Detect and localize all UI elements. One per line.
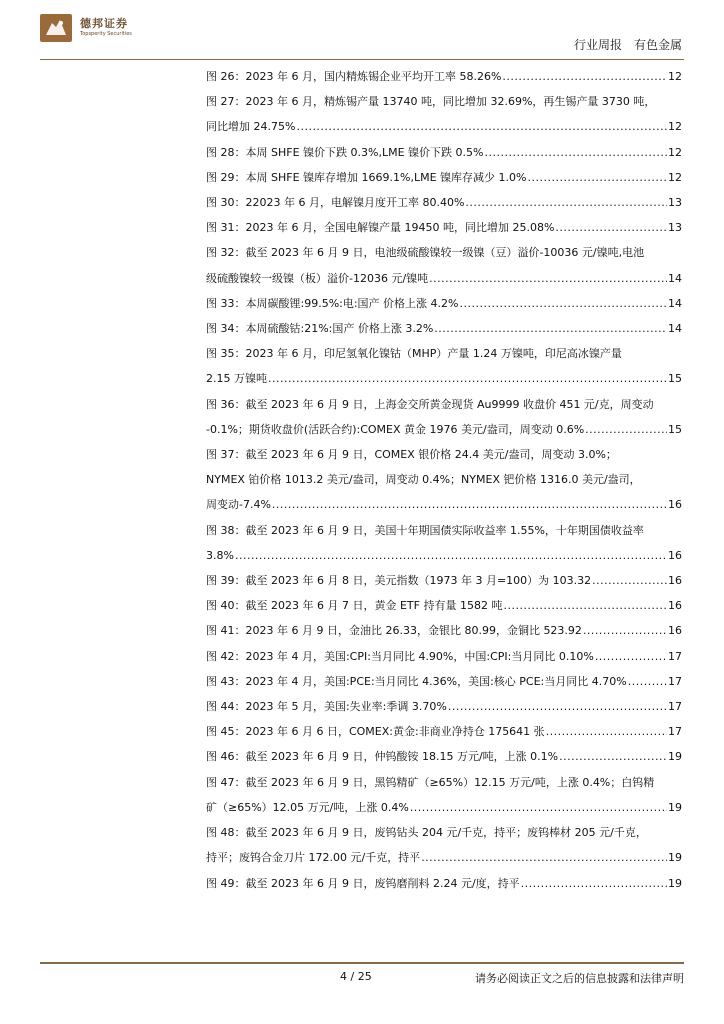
toc-entry-last-line — [206, 871, 682, 896]
toc-entry-last-line — [206, 140, 682, 165]
toc-entry[interactable] — [206, 215, 682, 240]
leader-dots — [421, 845, 667, 870]
toc-entry[interactable] — [206, 568, 682, 593]
toc-page-number: 12 — [668, 120, 682, 134]
toc-entry-last-line — [206, 644, 682, 669]
toc-entry-text: 图 37：截至 2023 年 6 月 9 日，COMEX 银价格 24.4 美元/盎司，周变动 3.0%； — [206, 448, 617, 462]
toc-entry[interactable] — [206, 719, 682, 744]
toc-entry-last-line — [206, 165, 682, 190]
toc-entry-last-line — [206, 618, 682, 643]
toc-page-number: 16 — [668, 624, 682, 638]
leader-dots — [465, 190, 667, 215]
toc-entry-text: 周变动-7.4% — [206, 498, 271, 512]
toc-entry-text: 图 39：截至 2023 年 6 月 8 日，美元指数（1973 年 3 月=100）为 103.32 — [206, 574, 592, 588]
footer-divider — [40, 962, 684, 964]
toc-page-number: 17 — [668, 649, 682, 663]
figure-list — [206, 64, 682, 896]
page-number: 4 / 25 — [340, 970, 372, 983]
toc-entry[interactable] — [206, 820, 682, 870]
toc-entry[interactable] — [206, 669, 682, 694]
toc-entry-text: 2.15 万镍吨 — [206, 372, 267, 386]
toc-entry-text: 图 34：本周硫酸钴:21%:国产 价格上涨 3.2% — [206, 322, 434, 336]
toc-entry[interactable] — [206, 392, 682, 442]
toc-entry-last-line — [206, 568, 682, 593]
toc-page-number: 15 — [668, 372, 682, 386]
toc-entry[interactable] — [206, 644, 682, 669]
toc-entry-last-line — [206, 845, 682, 870]
leader-dots — [546, 719, 667, 744]
toc-entry[interactable] — [206, 165, 682, 190]
toc-entry-text: 同比增加 24.75% — [206, 120, 296, 134]
disclaimer-note: 请务必阅读正文之后的信息披露和法律声明 — [475, 972, 684, 985]
toc-entry-last-line — [206, 593, 682, 618]
report-type: 行业周报 — [573, 38, 622, 52]
leader-dots — [296, 114, 667, 139]
toc-entry-last-line — [206, 492, 682, 517]
toc-entry[interactable] — [206, 140, 682, 165]
header-divider — [40, 59, 684, 60]
toc-entry[interactable] — [206, 618, 682, 643]
toc-page-number: 14 — [668, 322, 682, 336]
toc-entry-text: -0.1%；期货收盘价(活跃合约):COMEX 黄金 1976 美元/盎司，周变动 0.6% — [206, 422, 585, 436]
toc-entry[interactable] — [206, 190, 682, 215]
toc-entry-text: 图 36：截至 2023 年 6 月 9 日，上海金交所黄金现货 Au9999 收盘价 451 元/克，周变动 — [206, 397, 654, 411]
toc-page-number: 12 — [668, 70, 682, 83]
toc-entry-text: 图 27：2023 年 6 月，精炼锡产量 13740 吨，同比增加 32.69%，再生锡产量 3730 吨， — [206, 95, 656, 109]
leader-dots — [448, 694, 667, 719]
toc-page-number: 12 — [668, 145, 682, 159]
leader-dots — [503, 593, 667, 618]
sector-name: 有色金属 — [633, 38, 682, 52]
leader-dots — [521, 871, 667, 896]
leader-dots — [628, 669, 667, 694]
toc-entry-text: 图 45：2023 年 6 月 6 日，COMEX:黄金:非商业净持仓 175641 张 — [206, 725, 545, 739]
toc-entry-text: 级硫酸镍较一级镍（板）溢价-12036 元/镍吨 — [206, 271, 429, 285]
toc-entry-last-line — [206, 795, 682, 820]
leader-dots — [555, 215, 667, 240]
toc-page-number: 19 — [668, 876, 682, 890]
leader-dots — [268, 366, 667, 391]
leader-dots — [585, 417, 667, 442]
toc-entry-text: 3.8% — [206, 548, 234, 562]
leader-dots — [235, 543, 667, 568]
toc-page-number: 19 — [668, 800, 682, 814]
toc-entry[interactable] — [206, 593, 682, 618]
toc-entry-last-line — [206, 417, 682, 442]
leader-dots — [502, 64, 667, 89]
toc-entry-text: 图 33：本周碳酸锂:99.5%:电:国产 价格上涨 4.2% — [206, 296, 459, 310]
toc-page-number: 17 — [668, 700, 682, 714]
toc-entry[interactable] — [206, 341, 682, 391]
toc-entry-text: 矿（≥65%）12.05 万元/吨，上涨 0.4% — [206, 800, 409, 814]
toc-entry-last-line — [206, 744, 682, 769]
toc-entry-text: 图 35：2023 年 6 月，印尼氢氧化镍钴（MHP）产量 1.24 万镍吨，印尼高冰镍产量 — [206, 347, 622, 361]
logo-text-cn: 德邦证券 — [80, 17, 128, 30]
toc-entry-last-line — [206, 669, 682, 694]
toc-entry-text: 图 48：截至 2023 年 6 月 9 日，废钨钻头 204 元/千克，持平；废钨棒材 205 元/千克， — [206, 826, 647, 840]
leader-dots — [592, 568, 667, 593]
page-header — [0, 0, 724, 62]
toc-entry[interactable] — [206, 89, 682, 139]
leader-dots — [559, 744, 667, 769]
toc-entry[interactable] — [206, 64, 682, 89]
toc-entry-text: 图 30：22023 年 6 月，电解镍月度开工率 80.40% — [206, 196, 465, 210]
toc-entry[interactable] — [206, 291, 682, 316]
toc-entry[interactable] — [206, 240, 682, 290]
toc-entry[interactable] — [206, 871, 682, 896]
toc-page-number: 14 — [668, 271, 682, 285]
toc-page-number: 16 — [668, 599, 682, 613]
toc-page-number: 19 — [668, 851, 682, 865]
leader-dots — [527, 165, 667, 190]
toc-page-number: 12 — [668, 170, 682, 184]
header-meta — [574, 36, 682, 53]
toc-page-number: 17 — [668, 725, 682, 739]
toc-entry-last-line — [206, 291, 682, 316]
toc-entry-text: 图 31：2023 年 6 月，全国电解镍产量 19450 吨，同比增加 25.08% — [206, 221, 555, 235]
toc-entry-text: 图 42：2023 年 4 月，美国:CPI:当月同比 4.90%，中国:CPI:当月同比 0.10% — [206, 649, 594, 663]
toc-entry-text: 图 28：本周 SHFE 镍价下跌 0.3%,LME 镍价下跌 0.5% — [206, 145, 484, 159]
toc-entry-text: 图 26：2023 年 6 月，国内精炼锡企业平均开工率 58.26% — [206, 70, 502, 83]
toc-page-number: 13 — [668, 221, 682, 235]
toc-entry-text: 图 29：本周 SHFE 镍库存增加 1669.1%,LME 镍库存减少 1.0% — [206, 170, 527, 184]
toc-page-number: 16 — [668, 548, 682, 562]
leader-dots — [583, 618, 667, 643]
leader-dots — [429, 266, 667, 291]
toc-entry-text: 图 44：2023 年 5 月，美国:失业率:季调 3.70% — [206, 700, 447, 714]
toc-entry[interactable] — [206, 770, 682, 820]
toc-entry-text: 图 41：2023 年 6 月 9 日，金油比 26.33，金银比 80.99，金铜比 523.92 — [206, 624, 582, 638]
leader-dots — [434, 316, 667, 341]
toc-entry-text: 图 49：截至 2023 年 6 月 9 日，废钨磨削料 2.24 元/度，持平 — [206, 876, 520, 890]
toc-entry-text: NYMEX 铂价格 1013.2 美元/盎司，周变动 0.4%；NYMEX 钯价格 1316.0 美元/盎司， — [206, 473, 641, 487]
toc-page-number: 16 — [668, 574, 682, 588]
toc-entry[interactable] — [206, 442, 682, 518]
leader-dots — [460, 291, 668, 316]
toc-entry-text: 图 43：2023 年 4 月，美国:PCE:当月同比 4.36%，美国:核心 PCE:当月同比 4.70% — [206, 674, 627, 688]
toc-entry-last-line — [206, 316, 682, 341]
toc-entry[interactable] — [206, 316, 682, 341]
toc-page-number: 15 — [668, 422, 682, 436]
company-logo — [40, 14, 140, 42]
toc-entry[interactable] — [206, 744, 682, 769]
toc-entry[interactable] — [206, 518, 682, 568]
toc-entry-last-line — [206, 543, 682, 568]
toc-entry-text: 图 46：截至 2023 年 6 月 9 日，仲钨酸铵 18.15 万元/吨，上涨 0.1% — [206, 750, 559, 764]
leader-dots — [484, 140, 667, 165]
toc-entry-last-line — [206, 719, 682, 744]
toc-page-number: 19 — [668, 750, 682, 764]
toc-entry[interactable] — [206, 694, 682, 719]
toc-entry-last-line — [206, 215, 682, 240]
leader-dots — [410, 795, 667, 820]
leader-dots — [272, 492, 667, 517]
toc-entry-text: 图 38：截至 2023 年 6 月 9 日，美国十年期国债实际收益率 1.55%，十年期国债收益率 — [206, 523, 644, 537]
toc-entry-text: 图 40：截至 2023 年 6 月 7 日，黄金 ETF 持有量 1582 吨 — [206, 599, 503, 613]
leader-dots — [595, 644, 667, 669]
toc-entry-last-line — [206, 266, 682, 291]
toc-entry-text: 持平；废钨合金刀片 172.00 元/千克，持平 — [206, 851, 421, 865]
toc-entry-text: 图 32：截至 2023 年 6 月 9 日，电池级硫酸镍较一级镍（豆）溢价-10036 元/镍吨,电池 — [206, 246, 645, 260]
toc-entry-last-line — [206, 114, 682, 139]
logo-mark-icon — [40, 14, 72, 42]
toc-entry-last-line — [206, 190, 682, 215]
toc-page-number: 16 — [668, 498, 682, 512]
toc-entry-last-line — [206, 366, 682, 391]
logo-text-en: Topsperity Securities — [80, 31, 132, 37]
toc-entry-last-line — [206, 64, 682, 89]
toc-entry-last-line — [206, 694, 682, 719]
toc-entry-text: 图 47：截至 2023 年 6 月 9 日，黑钨精矿（≥65%）12.15 万元/吨，上涨 0.4%；白钨精 — [206, 775, 655, 789]
toc-page-number: 17 — [668, 674, 682, 688]
toc-page-number: 13 — [668, 196, 682, 210]
toc-page-number: 14 — [668, 296, 682, 310]
